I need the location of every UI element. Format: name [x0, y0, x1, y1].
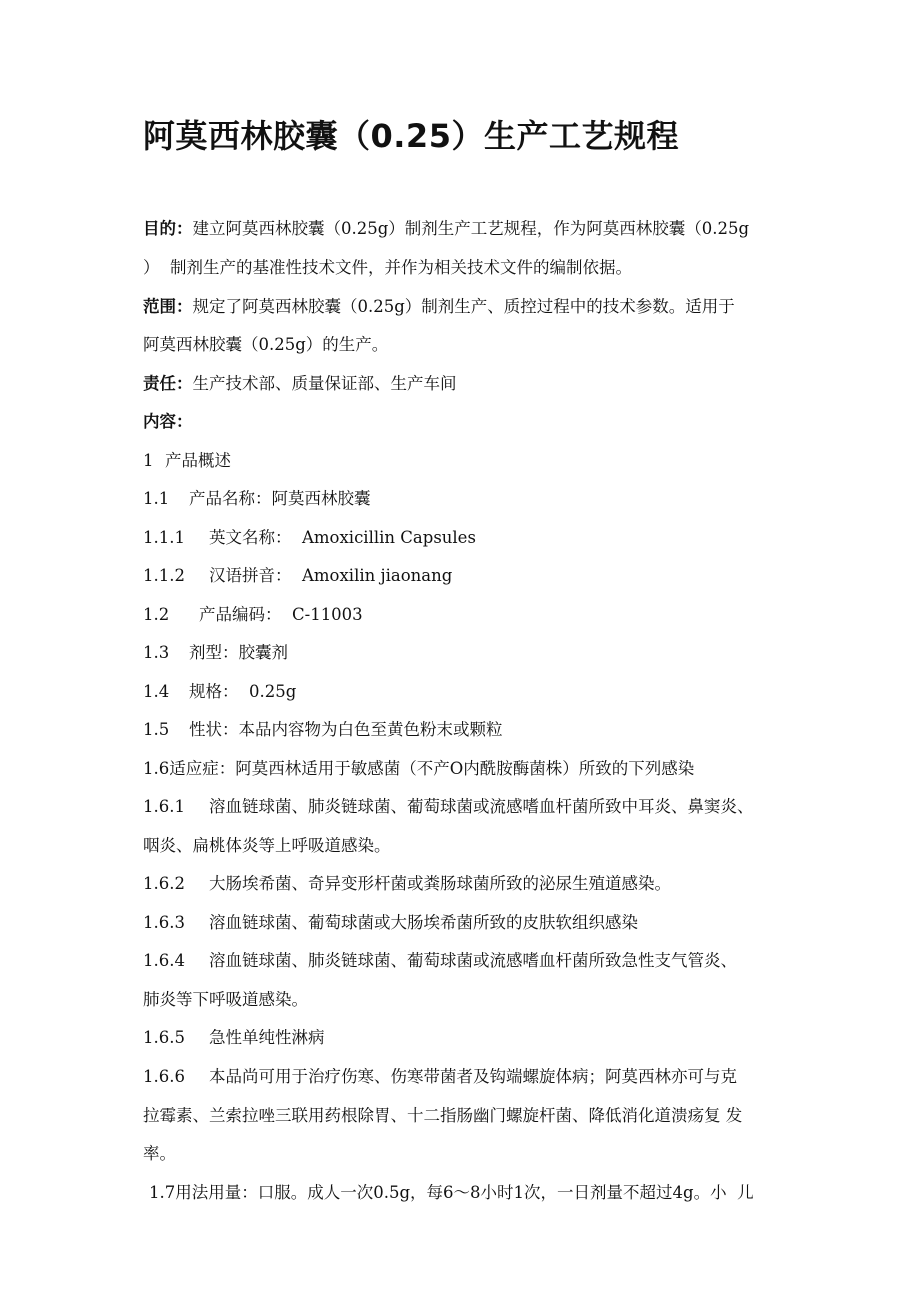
- section-item: [143, 794, 754, 820]
- scope-label: 范围：: [143, 297, 193, 316]
- section-text: 肺炎等下呼吸道感染。: [143, 990, 308, 1009]
- scope-text-2: 阿莫西林胶囊（0.25g）的生产。: [143, 335, 389, 354]
- section-item: [143, 679, 296, 705]
- section-number: 1.6.4: [143, 951, 185, 970]
- purpose-label: 目的：: [143, 219, 193, 238]
- section-item: [143, 948, 737, 974]
- responsibility-text: 生产技术部、质量保证部、生产车间: [192, 374, 457, 393]
- section-text: 大肠埃希菌、奇异变形杆菌或粪肠球菌所致的泌尿生殖道感染。: [209, 874, 671, 893]
- section-text: 溶血链球菌、肺炎链球菌、葡萄球菌或流感嗜血杆菌所致中耳炎、鼻窦炎、: [209, 797, 754, 816]
- section-continuation: [143, 1103, 742, 1129]
- section-item: [143, 602, 363, 628]
- section-text: 规格： 0.25g: [189, 682, 297, 701]
- section-number: 1.6.2: [143, 874, 185, 893]
- section-number: 1.2: [143, 605, 170, 624]
- section-text: 适应症：阿莫西林适用于敏感菌（不产O内酰胺酶菌株）所致的下列感染: [169, 759, 695, 778]
- scope-line-1: [143, 294, 735, 320]
- section-continuation: [143, 987, 308, 1013]
- document-title: 阿莫西林胶囊（0.25）生产工艺规程: [143, 117, 679, 155]
- section-continuation: [143, 833, 391, 859]
- section-number: 1.6.6: [143, 1067, 185, 1086]
- section-number: 1.6.1: [143, 797, 185, 816]
- purpose-text-2: ） 制剂生产的基准性技术文件，并作为相关技术文件的编制依据。: [143, 258, 632, 277]
- section-text: 拉霉素、兰索拉唑三联用药根除胃、十二指肠幽门螺旋杆菌、降低消化道溃疡复 发: [143, 1106, 743, 1125]
- purpose-text-1: 建立阿莫西林胶囊（0.25g）制剂生产工艺规程，作为阿莫西林胶囊（0.25g: [192, 219, 750, 238]
- section-text: 急性单纯性淋病: [209, 1028, 325, 1047]
- purpose-line-2: [143, 255, 632, 281]
- section-text: 溶血链球菌、葡萄球菌或大肠埃希菌所致的皮肤软组织感染: [209, 913, 638, 932]
- section-continuation: [143, 1141, 176, 1167]
- section-item: [143, 640, 288, 666]
- responsibility-label: 责任：: [143, 374, 193, 393]
- section-text: 本品尚可用于治疗伤寒、伤寒带菌者及钩端螺旋体病；阿莫西林亦可与克: [209, 1067, 737, 1086]
- responsibility-line: [143, 371, 457, 397]
- section-number: 1.1.2: [143, 566, 185, 585]
- section-text: 用法用量：口服。成人一次0.5g，每6～8小时1次，一日剂量不超过4g。小 儿: [175, 1183, 754, 1202]
- section-number: 1.3: [143, 643, 170, 662]
- content-label-line: [143, 409, 193, 435]
- section-text: 剂型：胶囊剂: [189, 643, 288, 662]
- section-number: 1.5: [143, 720, 170, 739]
- section-text: 英文名称： Amoxicillin Capsules: [209, 528, 476, 547]
- section-item: [143, 1025, 325, 1051]
- section-number: 1.1: [143, 489, 170, 508]
- scope-line-2: [143, 332, 388, 358]
- section-item: [149, 1180, 754, 1206]
- content-label: 内容：: [143, 412, 193, 431]
- section-text: 性状：本品内容物为白色至黄色粉末或颗粒: [189, 720, 503, 739]
- section-text: 产品概述: [165, 451, 231, 470]
- section-number: 1.1.1: [143, 528, 185, 547]
- section-item: [143, 717, 503, 743]
- section-item: [143, 910, 638, 936]
- section-number: 1: [143, 451, 154, 470]
- section-text: 产品编码： C-11003: [199, 605, 363, 624]
- section-number: 1.6: [143, 759, 170, 778]
- section-number: 1.6.3: [143, 913, 185, 932]
- section-number: 1.7: [149, 1183, 176, 1202]
- purpose-line-1: [143, 216, 749, 242]
- scope-text-1: 规定了阿莫西林胶囊（0.25g）制剂生产、质控过程中的技术参数。适用于: [192, 297, 735, 316]
- section-number: 1.4: [143, 682, 170, 701]
- section-item: [143, 486, 371, 512]
- section-item: [143, 563, 452, 589]
- section-item: [143, 525, 476, 551]
- section-item: [143, 871, 671, 897]
- section-text: 汉语拼音： Amoxilin jiaonang: [209, 566, 453, 585]
- section-text: 咽炎、扁桃体炎等上呼吸道感染。: [143, 836, 391, 855]
- section-text: 溶血链球菌、肺炎链球菌、葡萄球菌或流感嗜血杆菌所致急性支气管炎、: [209, 951, 737, 970]
- section-text: 产品名称：阿莫西林胶囊: [189, 489, 371, 508]
- section-item: [143, 1064, 737, 1090]
- section-text: 率。: [143, 1144, 176, 1163]
- section-item: [143, 448, 231, 474]
- section-number: 1.6.5: [143, 1028, 185, 1047]
- section-item: [143, 756, 694, 782]
